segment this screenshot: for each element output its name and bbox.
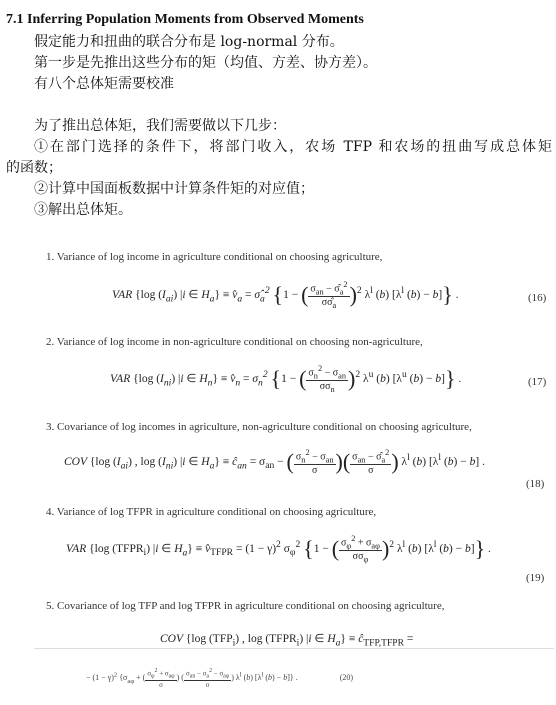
item-1-text: 1. Variance of log income in agriculture conditional on choosing agriculture, [46, 251, 383, 263]
item-2-text: 2. Variance of log income in non-agriculture conditional on choosing non-agriculture, [46, 336, 423, 348]
equation-20-body: − $(1 - \gamma)^2$ {$\sigma_{a\varphi}$ + ( $\frac{\sigma_\varphi^2 + \sigma_{a\varphi}}{\sigma}$ ) ( $\frac{\sigma_{an} - \sigma_a^2 - \sigma_{a\varphi}}{\sigma}$ ) $\lambda^l$ (b) [$\lambda^l$ (b) − b]} . (20) [86, 668, 354, 689]
equation-20-head: COV {log $(TFP_i)$ , $\log (TFPR_i)$ |i ∈ $H_a$} ≡ $ĉ_{TFP,TFPR}$ = [160, 633, 414, 649]
steps-intro: 为了推出总体矩，我们需要做以下几步： [34, 118, 286, 134]
eq-number-17: (17) [528, 376, 547, 388]
eq-number-18: (18) [526, 478, 545, 490]
step-1-line-2: 的函数； [6, 160, 62, 176]
step-1-line-1: ①在部门选择的条件下，将部门收入，农场 TFP 和农场的扭曲写成总体矩 [34, 139, 552, 155]
equation-17: VAR {log $(I_{ni})$ |i ∈ $H_n$} ≡ $v̂_n = \sigma_n^2$ {1 − ( $\frac{\sigma_n^2 - \sigma_{an}}{\sigma\sigma_n}$ )$^2$ $\lambda^u$ (b) [$\lambda^u$ (b) − b]} . [110, 364, 462, 395]
item-4-text: 4. Variance of log TFPR in agriculture conditional on choosing agriculture, [46, 506, 377, 518]
item-3-text: 3. Covariance of log incomes in agriculture, non-agriculture conditional on choosing agriculture, [46, 421, 472, 433]
equation-19: VAR {log $(TFPR_i)$ |i ∈ $H_a$} ≡ $v̂_{TFPR} = (1 - \gamma)^2$ $\sigma_\varphi^2$ {1 − ( $\frac{\sigma_\varphi^2 + \sigma_{a\varphi}}{\sigma\sigma_\varphi}$ )$^2$ $\lambda^l$ (b) [$\lambda^l$ (b) − b]} . [66, 534, 491, 565]
equation-18: COV {log $(I_{ai})$ , $\log (I_{ni})$ |i ∈ $H_a$} ≡ $ĉ_{an} = \sigma_{an}$ − ( $\frac{\sigma_n^2 - \sigma_{an}}{\sigma}$ )( $\frac{\sigma_{an} - \sigmâ_a^2}{\sigma}$ ) $\lambda^l$ (b) [$\lambda^l$ (b) − b] . [64, 448, 485, 477]
step-3: ③解出总体矩。 [34, 202, 132, 218]
divider-line [34, 648, 554, 649]
eq-number-19: (19) [526, 572, 545, 584]
intro-line-1: 假定能力和扭曲的联合分布是 log-normal 分布。 [34, 34, 344, 50]
intro-line-3: 有八个总体矩需要校准 [34, 76, 174, 92]
equation-16: VAR {log $(I_{ai})$ |i ∈ $H_a$} ≡ $v̂_a$ = $\sigmâ_a^2$ {1 − ( $\frac{\sigma_{an} - \sigmâ_a^2}{\sigma\sigmâ_a}$ )$^2$ $\lambda^l$ (b) [$\lambda^l$ (b) − b]} . [112, 280, 459, 311]
section-heading: 7.1 Inferring Population Moments from Observed Moments [6, 12, 364, 27]
step-2: ②计算中国面板数据中计算条件矩的对应值； [34, 181, 314, 197]
item-5-text: 5. Covariance of log TFP and log TFPR in agriculture conditional on choosing agriculture, [46, 600, 445, 612]
eq-number-20: (20) [339, 673, 354, 683]
eq-number-16: (16) [528, 292, 547, 304]
intro-line-2: 第一步是先推出这些分布的矩（均值、方差、协方差）。 [34, 55, 377, 71]
